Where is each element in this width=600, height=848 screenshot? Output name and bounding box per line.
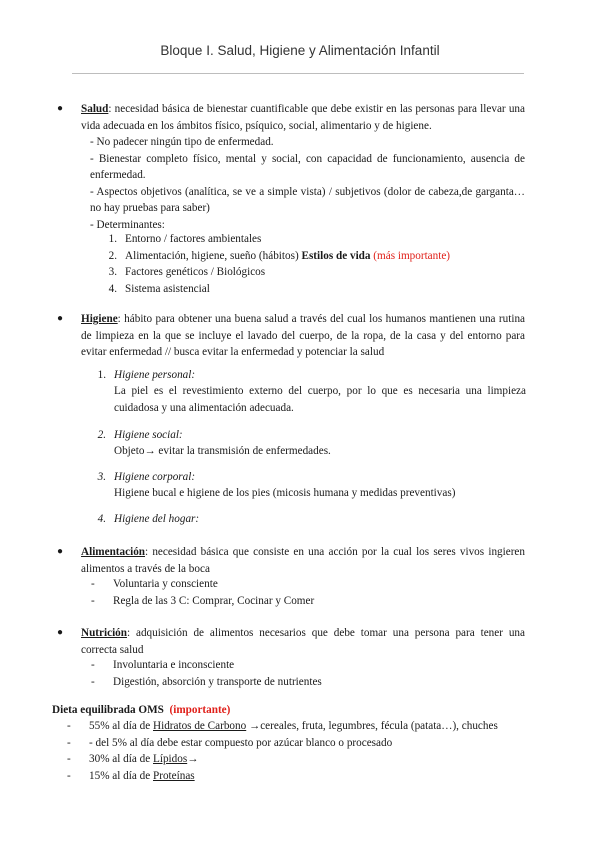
bullet-alimentacion: ● [57,546,64,557]
dieta-heading: Dieta equilibrada OMS (importante) [52,704,231,716]
nutricion-points [91,657,521,690]
dieta-item: - 55% al día de Hidratos de Carbono →cereales, fruta, legumbres, fécula (patata…), chuches [67,720,498,732]
salud-definition [81,101,525,134]
importance-note: (más importante) [370,249,451,262]
dieta-list [67,718,537,784]
salud-point: - Bienestar completo físico, mental y social, con capacidad de funcionamiento, ausencia de enfermedad. [90,152,525,181]
higiene-type-social: 2. Higiene social: [97,429,183,441]
page-title: Bloque I. Salud, Higiene y Alimentación Infantil [160,43,440,58]
alimentacion-term: Alimentación [81,546,146,558]
salud-point: - Aspectos objetivos (analítica, se ve a simple vista) / subjetivos (dolor de cabeza,de garganta… no hay pruebas para saber) [90,185,525,214]
alimentacion-points [91,576,521,609]
list-item: - Involuntaria e inconsciente [91,659,235,671]
salud-point: - Determinantes: [90,218,165,231]
alimentacion-definition-text: : necesidad básica que consiste en una acción por la cual los seres vivos ingieren alimentos a través de la boca [81,546,525,575]
bullet-salud: ● [57,103,64,114]
higiene-type-corporal: 3. Higiene corporal: [97,471,196,483]
higiene-definition [81,311,525,361]
salud-point: - No padecer ningún tipo de enfermedad. [90,136,274,148]
estilos-de-vida: Estilos de vida [301,249,371,262]
salud-definition-text: : necesidad básica de bienestar cuantificable que debe existir en las personas para llevar una vida adecuada en los ámbitos físico, psíquico, social, alimentario y de higiene. [81,103,525,132]
higiene-term: Higiene [81,313,118,325]
bullet-nutricion: ● [57,627,64,638]
dieta-item: - 15% al día de Proteínas [67,769,195,782]
higiene-type-personal: 1. Higiene personal: [97,369,196,381]
higiene-personal-desc: La piel es el revestimiento externo del cuerpo, por lo que es necesaria una limpieza cuidadosa y una alimentación adecuada. [114,385,526,414]
list-item: - Regla de las 3 C: Comprar, Cocinar y Comer [91,594,315,607]
list-item: - Voluntaria y consciente [91,578,218,590]
alimentacion-definition [81,544,525,577]
higiene-definition-text: : hábito para obtener una buena salud a través del cual los humanos mantienen una rutina de limpieza en la que se incluye el lavado del cuerpo, de la ropa, de la casa y del entorno para evitar enfermedad // busca evitar la enfermedad y potenciar la salud [81,313,525,358]
dieta-importance: (importante) [169,704,231,716]
salud-points [90,134,525,233]
higiene-corporal-desc: Higiene bucal e higiene de los pies (micosis humana y medidas preventivas) [114,487,456,499]
higiene-social-desc: Objeto→ evitar la transmisión de enfermedades. [114,445,331,457]
nutricion-definition-text: : adquisición de alimentos necesarios que debe tomar una persona para tener una correcta salud [81,627,525,656]
determinante-item: 1. Entorno / factores ambientales [108,233,262,245]
determinantes-list [97,231,527,297]
dieta-item: - - del 5% al día debe estar compuesto por azúcar blanco o procesado [67,736,393,749]
determinante-item: 3. Factores genéticos / Biológicos [108,266,266,278]
salud-term: Salud [81,103,109,115]
nutricion-term: Nutrición [81,627,127,639]
bullet-higiene: ● [57,313,64,324]
higiene-type-hogar: 4. Higiene del hogar: [97,513,200,525]
determinante-item: 2. Alimentación, higiene, sueño (hábitos) Estilos de vida (más importante) [108,249,451,262]
header-rule [72,73,524,74]
determinante-item: 4. Sistema asistencial [108,282,210,295]
list-item: - Digestión, absorción y transporte de nutrientes [91,675,322,688]
dieta-item: - 30% al día de Lípidos→ [67,753,199,765]
nutricion-definition [81,625,525,658]
